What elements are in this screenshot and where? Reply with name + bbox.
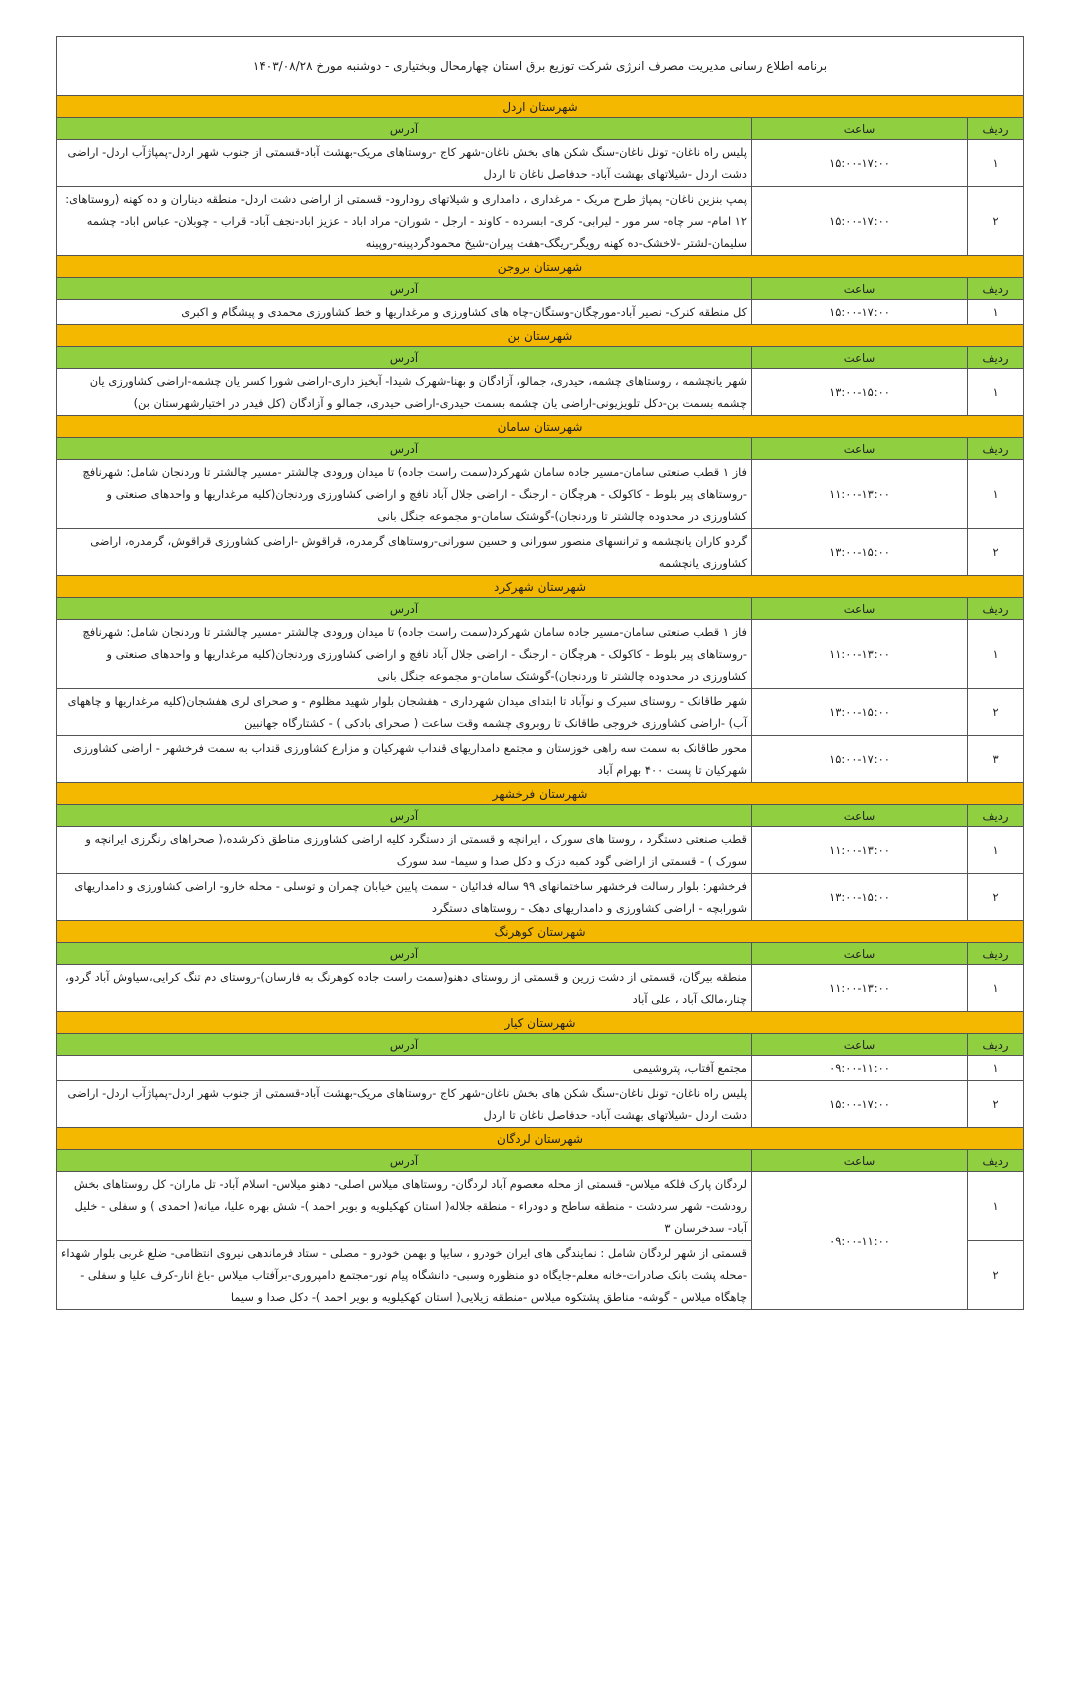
time-range: ۰۹:۰۰-۱۱:۰۰ xyxy=(752,1172,968,1310)
time-header: ساعت xyxy=(752,1150,968,1172)
time-range: ۱۵:۰۰-۱۷:۰۰ xyxy=(752,1081,968,1128)
time-range: ۰۹:۰۰-۱۱:۰۰ xyxy=(752,1056,968,1081)
address-text: محور طاقانک به سمت سه راهی خوزستان و مجتمع دامداریهای قنداب شهرکیان و مزارع کشاورزی قنداب به سمت فرخشهر - اراضی کشاورزی شهرکیان تا پست ۴۰۰ بهرام آباد xyxy=(57,736,752,783)
table-row xyxy=(57,736,1024,783)
document-title: برنامه اطلاع رسانی مدیریت مصرف انرژی شرکت توزیع برق استان چهارمحال وبختیاری - دوشنبه مورخ ۱۴۰۳/۰۸/۲۸ xyxy=(57,37,1024,96)
address-header: آدرس xyxy=(57,1150,752,1172)
time-header: ساعت xyxy=(752,805,968,827)
row-number: ۲ xyxy=(968,874,1024,921)
address-text: فرخشهر: بلوار رسالت فرخشهر ساختمانهای ۹۹ ساله فدائیان - سمت پایین خیابان چمران و توسلی - محله خارو- اراضی کشاورزی و دامداریهای شورابچه - اراضی کشاورزی و دامداریهای دهک - روستاهای دستگرد xyxy=(57,874,752,921)
row-number-header: ردیف xyxy=(968,805,1024,827)
row-number-header: ردیف xyxy=(968,438,1024,460)
table-row xyxy=(57,1172,1024,1241)
time-range: ۱۵:۰۰-۱۷:۰۰ xyxy=(752,187,968,256)
time-range: ۱۳:۰۰-۱۵:۰۰ xyxy=(752,369,968,416)
row-number: ۱ xyxy=(968,369,1024,416)
address-header: آدرس xyxy=(57,438,752,460)
row-number: ۳ xyxy=(968,736,1024,783)
table-body xyxy=(57,37,1024,1310)
time-header: ساعت xyxy=(752,598,968,620)
time-header: ساعت xyxy=(752,347,968,369)
row-number-header: ردیف xyxy=(968,278,1024,300)
row-number: ۲ xyxy=(968,1081,1024,1128)
county-header-row xyxy=(57,783,1024,805)
title-row xyxy=(57,37,1024,96)
column-header-row xyxy=(57,347,1024,369)
table-row xyxy=(57,689,1024,736)
address-header: آدرس xyxy=(57,805,752,827)
table-row xyxy=(57,460,1024,529)
county-name: شهرستان کوهرنگ xyxy=(57,921,1024,943)
address-text: پلیس راه ناغان- تونل ناغان-سنگ شکن های بخش ناغان-شهر کاج -روستاهای مریک-بهشت آباد-قسمتی از جنوب شهر اردل-پمپاژآب اردل- اراضی دشت اردل -شیلاتهای بهشت آباد- حدفاصل ناغان تا اردل xyxy=(57,1081,752,1128)
county-header-row xyxy=(57,1128,1024,1150)
time-range: ۱۱:۰۰-۱۳:۰۰ xyxy=(752,460,968,529)
column-header-row xyxy=(57,805,1024,827)
time-range: ۱۱:۰۰-۱۳:۰۰ xyxy=(752,827,968,874)
time-range: ۱۵:۰۰-۱۷:۰۰ xyxy=(752,140,968,187)
time-range: ۱۳:۰۰-۱۵:۰۰ xyxy=(752,874,968,921)
county-name: شهرستان لردگان xyxy=(57,1128,1024,1150)
time-range: ۱۵:۰۰-۱۷:۰۰ xyxy=(752,736,968,783)
column-header-row xyxy=(57,1034,1024,1056)
county-name: شهرستان کیار xyxy=(57,1012,1024,1034)
row-number: ۱ xyxy=(968,140,1024,187)
row-number: ۲ xyxy=(968,529,1024,576)
table-row xyxy=(57,874,1024,921)
county-header-row xyxy=(57,96,1024,118)
table-row xyxy=(57,827,1024,874)
table-row xyxy=(57,965,1024,1012)
time-range: ۱۳:۰۰-۱۵:۰۰ xyxy=(752,689,968,736)
county-name: شهرستان بروجن xyxy=(57,256,1024,278)
county-header-row xyxy=(57,416,1024,438)
address-text: کل منطقه کنرک- نصیر آباد-مورچگان-وستگان-چاه های کشاورزی و مرغداریها و خط کشاورزی محمدی و پیشگام و اکبری xyxy=(57,300,752,325)
row-number-header: ردیف xyxy=(968,1150,1024,1172)
address-text: مجتمع آفتاب، پتروشیمی xyxy=(57,1056,752,1081)
address-text: منطقه بیرگان، قسمتی از دشت زرین و قسمتی از روستای دهنو(سمت راست جاده کوهرنگ به فارسان)-روستای دم تنگ کرایی،سیاوش آباد گردو، چنار،مالک آباد ، علی آباد xyxy=(57,965,752,1012)
table-row xyxy=(57,1081,1024,1128)
address-header: آدرس xyxy=(57,943,752,965)
time-range: ۱۱:۰۰-۱۳:۰۰ xyxy=(752,620,968,689)
address-text: گردو کاران یانچشمه و ترانسهای منصور سورانی و حسین سورانی-روستاهای گرمدره، قراقوش -اراضی کشاورزی قراقوش، گرمدره، اراضی کشاورزی یانچشمه xyxy=(57,529,752,576)
county-header-row xyxy=(57,1012,1024,1034)
time-header: ساعت xyxy=(752,1034,968,1056)
row-number-header: ردیف xyxy=(968,943,1024,965)
outage-schedule-table xyxy=(56,36,1024,1310)
county-name: شهرستان بن xyxy=(57,325,1024,347)
address-text: لردگان پارک فلکه میلاس- قسمتی از محله معصوم آباد لردگان- روستاهای میلاس اصلی- دهنو میلاس- اسلام آباد- تل ماران- کل روستاهای بخش رودشت- شهر سردشت - منطقه ساطح و دودراء - منطقه جلاله( استان کهکیلویه و بویر احمد )- شش بهره علیا، میانه( احمدی ) و سفلی - خلیل آباد- سدخرسان ۳ xyxy=(57,1172,752,1241)
table-row xyxy=(57,187,1024,256)
row-number: ۱ xyxy=(968,300,1024,325)
time-range: ۱۵:۰۰-۱۷:۰۰ xyxy=(752,300,968,325)
row-number: ۱ xyxy=(968,620,1024,689)
county-header-row xyxy=(57,921,1024,943)
time-range: ۱۱:۰۰-۱۳:۰۰ xyxy=(752,965,968,1012)
county-name: شهرستان سامان xyxy=(57,416,1024,438)
row-number: ۱ xyxy=(968,460,1024,529)
address-header: آدرس xyxy=(57,1034,752,1056)
table-row xyxy=(57,300,1024,325)
column-header-row xyxy=(57,598,1024,620)
row-number-header: ردیف xyxy=(968,1034,1024,1056)
address-text: فاز ۱ قطب صنعتی سامان-مسیر جاده سامان شهرکرد(سمت راست جاده) تا میدان ورودی چالشتر -مسیر چالشتر تا وردنجان شامل: شهرنافچ -روستاهای پیر بلوط - کاکولک - هرچگان - ارجنگ - اراضی جلال آباد نافچ و اراضی کشاورزی وردنجان(کلیه مرغداریها و واحدهای صنعتی و کشاورزی در محدوده چالشتر تا وردنجان)-گوشتک سامان-و مجموعه جنگل بانی xyxy=(57,620,752,689)
row-number-header: ردیف xyxy=(968,598,1024,620)
table-row xyxy=(57,140,1024,187)
row-number: ۲ xyxy=(968,689,1024,736)
address-text: شهر یانچشمه ، روستاهای چشمه، حیدری، جمالو، آزادگان و بهنا-شهرک شیدا- آبخیز داری-اراضی شورا کسر یان چشمه-اراضی کشاورزی یان چشمه بسمت بن-دکل تلویزیونی-اراضی یان چشمه بسمت حیدری-اراضی حیدری، جمالو و آزادگان (کل فیدر در اختیارشهرستان بن) xyxy=(57,369,752,416)
county-header-row xyxy=(57,325,1024,347)
column-header-row xyxy=(57,118,1024,140)
time-header: ساعت xyxy=(752,943,968,965)
county-header-row xyxy=(57,256,1024,278)
county-header-row xyxy=(57,576,1024,598)
address-header: آدرس xyxy=(57,347,752,369)
column-header-row xyxy=(57,278,1024,300)
address-text: قطب صنعتی دستگرد ، روستا های سورک ، ایرانچه و قسمتی از دستگرد کلیه اراضی کشاورزی مناطق ذکرشده،( صحراهای رنگرزی ایرانچه و سورک ) - قسمتی از اراضی گود کمبه دزک و دکل صدا و سیما- سد سورک xyxy=(57,827,752,874)
address-text: پمپ بنزین ناغان- پمپاژ طرح مریک - مرغداری ، دامداری و شیلاتهای رودارود- قسمتی از اراضی دشت اردل- منطقه دیناران و ده کهنه (روستاهای: ۱۲ امام- سر چاه- سر مور - لیرابی- کری- ابسرده - کاوند - ارجل - شوران- مراد اباد - عزیز اباد-نجف آباد- قراب - چوبلان- عباس اباد- چشمه سلیمان-لشتر -لاخشک-ده کهنه رویگر-ریگک-هفت پیران-شیخ محمودگردپینه-روپینه xyxy=(57,187,752,256)
address-text: قسمتی از شهر لردگان شامل : نمایندگی های ایران خودرو ، سایپا و بهمن خودرو - مصلی - ستاد فرماندهی نیروی انتظامی- ضلع غربی بلوار شهداء -محله پشت بانک صادرات-خانه معلم-جایگاه دو منظوره وسبی- دانشگاه پیام نور-مجتمع دامپروری-برآفتاب میلاس -باغ انار-کرف علیا و سفلی - چاهگاه میلاس - گوشه- مناطق پشتکوه میلاس -منطقه زیلایی( استان کهکیلویه و بویر احمد )- دکل صدا و سیما xyxy=(57,1241,752,1310)
address-header: آدرس xyxy=(57,118,752,140)
address-text: شهر طاقانک - روستای سیرک و نوآباد تا ابتدای میدان شهرداری - هفشجان بلوار شهید مظلوم - و صحرای لری هفشجان(کلیه مرغداریها و چاههای آب) -اراضی کشاورزی خروجی طاقانک تا روبروی چشمه وقت ساعت ( صحرای بادکی ) - کشتارگاه جهانبین xyxy=(57,689,752,736)
row-number-header: ردیف xyxy=(968,118,1024,140)
row-number: ۲ xyxy=(968,1241,1024,1310)
table-row xyxy=(57,529,1024,576)
schedule-sheet xyxy=(56,36,1024,1310)
column-header-row xyxy=(57,438,1024,460)
column-header-row xyxy=(57,1150,1024,1172)
address-text: فاز ۱ قطب صنعتی سامان-مسیر جاده سامان شهرکرد(سمت راست جاده) تا میدان ورودی چالشتر -مسیر چالشتر تا وردنجان شامل: شهرنافچ -روستاهای پیر بلوط - کاکولک - هرچگان - ارجنگ - اراضی جلال آباد نافچ و اراضی کشاورزی وردنجان(کلیه مرغداریها و واحدهای صنعتی و کشاورزی در محدوده چالشتر تا وردنجان)-گوشتک سامان-و مجموعه جنگل بانی xyxy=(57,460,752,529)
row-number-header: ردیف xyxy=(968,347,1024,369)
table-row xyxy=(57,369,1024,416)
address-text: پلیس راه ناغان- تونل ناغان-سنگ شکن های بخش ناغان-شهر کاج -روستاهای مریک-بهشت آباد-قسمتی از جنوب شهر اردل-پمپاژآب اردل- اراضی دشت اردل -شیلاتهای بهشت آباد- حدفاصل ناغان تا اردل xyxy=(57,140,752,187)
time-header: ساعت xyxy=(752,278,968,300)
row-number: ۱ xyxy=(968,827,1024,874)
time-range: ۱۳:۰۰-۱۵:۰۰ xyxy=(752,529,968,576)
address-header: آدرس xyxy=(57,278,752,300)
table-row xyxy=(57,620,1024,689)
time-header: ساعت xyxy=(752,118,968,140)
row-number: ۱ xyxy=(968,965,1024,1012)
time-header: ساعت xyxy=(752,438,968,460)
address-header: آدرس xyxy=(57,598,752,620)
county-name: شهرستان اردل xyxy=(57,96,1024,118)
row-number: ۱ xyxy=(968,1056,1024,1081)
table-row xyxy=(57,1056,1024,1081)
column-header-row xyxy=(57,943,1024,965)
row-number: ۱ xyxy=(968,1172,1024,1241)
county-name: شهرستان فرخشهر xyxy=(57,783,1024,805)
county-name: شهرستان شهرکرد xyxy=(57,576,1024,598)
row-number: ۲ xyxy=(968,187,1024,256)
